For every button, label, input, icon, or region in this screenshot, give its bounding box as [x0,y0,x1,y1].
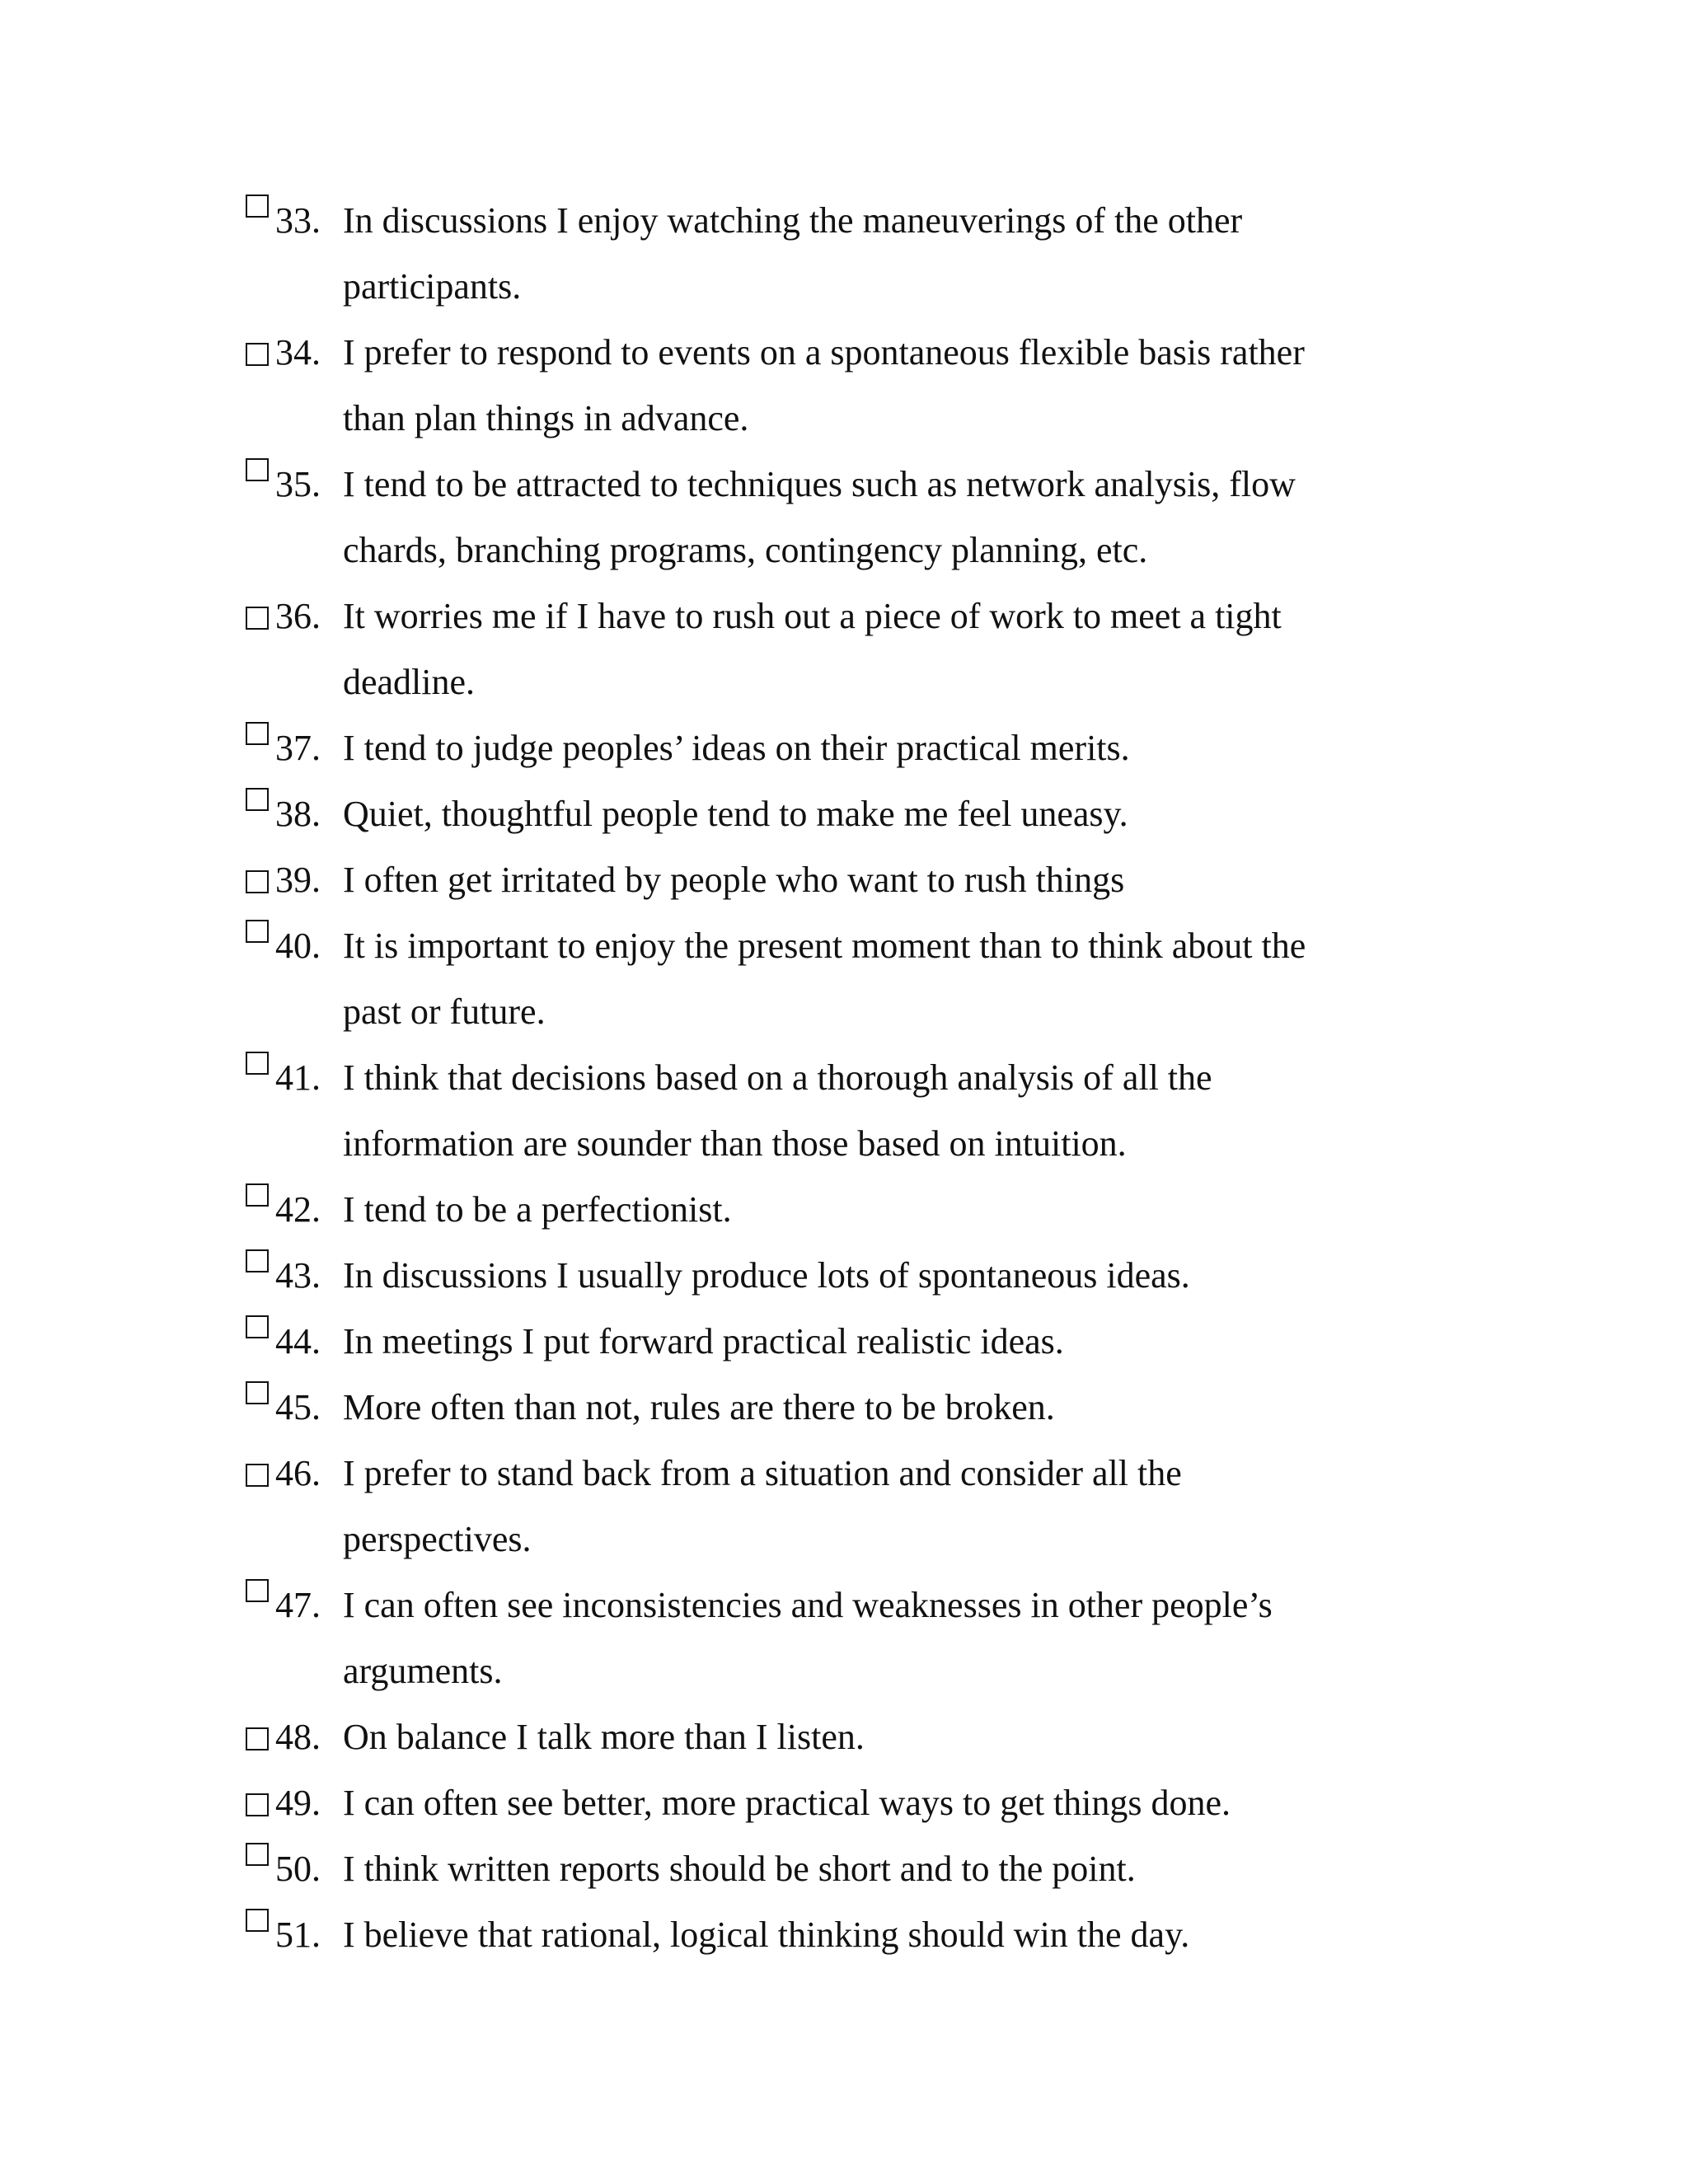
question-text-line: I tend to be attracted to techniques such as network analysis, flow [343,464,1296,504]
question-number: 40. [275,926,321,966]
question-text [343,452,1414,583]
question-checkbox[interactable] [246,1464,269,1487]
question-item [0,1309,1688,1375]
question-text-line: participants. [343,266,522,307]
question-item [0,913,1688,1045]
question-item [0,715,1688,781]
question-text-line: perspectives. [343,1519,532,1559]
question-text-line: I tend to be a perfectionist. [343,1189,732,1230]
question-item [0,1045,1688,1177]
question-text-line: deadline. [343,662,476,702]
question-text [343,1309,1414,1375]
question-text-line: Quiet, thoughtful people tend to make me feel uneasy. [343,794,1128,834]
question-text [343,1770,1414,1836]
question-checkbox[interactable] [246,1183,269,1207]
question-item [0,781,1688,847]
question-text [343,1704,1414,1770]
question-checkbox[interactable] [246,1249,269,1272]
question-text-line: arguments. [343,1651,503,1691]
question-text [343,1045,1414,1177]
question-text-line: I can often see inconsistencies and weaknesses in other people’s [343,1585,1273,1625]
question-checkbox[interactable] [246,1727,269,1750]
question-checkbox[interactable] [246,722,269,745]
question-checkbox[interactable] [246,1052,269,1075]
question-text-line: I prefer to stand back from a situation and consider all the [343,1453,1182,1493]
question-item [0,583,1688,715]
question-number: 34. [275,332,321,373]
question-text-line: I think written reports should be short and to the point. [343,1849,1136,1889]
question-text [343,320,1414,452]
question-item [0,1375,1688,1441]
question-number: 37. [275,728,321,768]
question-text-line: information are sounder than those based on intuition. [343,1123,1127,1164]
question-item [0,1243,1688,1309]
question-item [0,1836,1688,1902]
question-number: 48. [275,1717,321,1757]
question-text [343,1375,1414,1441]
question-text-line: It is important to enjoy the present moment than to think about the [343,926,1306,966]
question-checkbox[interactable] [246,1793,269,1816]
question-checkbox[interactable] [246,1909,269,1932]
question-text-line: I believe that rational, logical thinking should win the day. [343,1915,1190,1955]
question-text-line: chards, branching programs, contingency planning, etc. [343,530,1148,570]
question-text-line: More often than not, rules are there to be broken. [343,1387,1055,1427]
question-checkbox[interactable] [246,343,269,366]
question-number: 43. [275,1255,321,1296]
question-item [0,847,1688,913]
question-number: 35. [275,464,321,504]
question-text-line: It worries me if I have to rush out a piece of work to meet a tight [343,596,1282,636]
question-checkbox[interactable] [246,920,269,943]
question-text [343,583,1414,715]
question-text [343,781,1414,847]
question-number: 47. [275,1585,321,1625]
question-text [343,1902,1414,1968]
question-text [343,1836,1414,1902]
question-text [343,1441,1414,1572]
question-text [343,1243,1414,1309]
question-item [0,452,1688,583]
question-item [0,1770,1688,1836]
question-number: 46. [275,1453,321,1493]
question-text [343,1572,1414,1704]
question-checkbox[interactable] [246,1579,269,1602]
question-checkbox[interactable] [246,1843,269,1866]
question-item [0,1704,1688,1770]
question-text [343,188,1414,320]
question-number: 33. [275,200,321,241]
question-item [0,1441,1688,1572]
question-checkbox[interactable] [246,607,269,630]
question-text-line: In discussions I enjoy watching the maneuverings of the other [343,200,1243,241]
question-item [0,1177,1688,1243]
question-number: 50. [275,1849,321,1889]
question-text-line: I often get irritated by people who want to rush things [343,860,1125,900]
question-text [343,1177,1414,1243]
question-text-line: I can often see better, more practical ways to get things done. [343,1783,1231,1823]
question-checkbox[interactable] [246,1315,269,1338]
question-text-line: past or future. [343,991,546,1032]
question-item [0,320,1688,452]
question-number: 44. [275,1321,321,1361]
question-number: 45. [275,1387,321,1427]
question-item [0,1902,1688,1968]
question-text-line: I prefer to respond to events on a spontaneous flexible basis rather [343,332,1305,373]
question-text-line: I tend to judge peoples’ ideas on their practical merits. [343,728,1130,768]
question-number: 51. [275,1915,321,1955]
question-number: 49. [275,1783,321,1823]
question-text-line: On balance I talk more than I listen. [343,1717,865,1757]
question-text [343,913,1414,1045]
question-item [0,1572,1688,1704]
question-text-line: In meetings I put forward practical realistic ideas. [343,1321,1064,1361]
question-checkbox[interactable] [246,458,269,481]
question-number: 39. [275,860,321,900]
question-checkbox[interactable] [246,870,269,893]
question-checkbox[interactable] [246,788,269,811]
question-text [343,715,1414,781]
question-number: 38. [275,794,321,834]
question-text-line: than plan things in advance. [343,398,749,438]
question-item [0,188,1688,320]
question-number: 42. [275,1189,321,1230]
question-number: 41. [275,1057,321,1098]
question-number: 36. [275,596,321,636]
question-checkbox[interactable] [246,194,269,218]
question-text [343,847,1414,913]
question-text-line: In discussions I usually produce lots of spontaneous ideas. [343,1255,1190,1296]
question-checkbox[interactable] [246,1381,269,1404]
question-text-line: I think that decisions based on a thorough analysis of all the [343,1057,1212,1098]
